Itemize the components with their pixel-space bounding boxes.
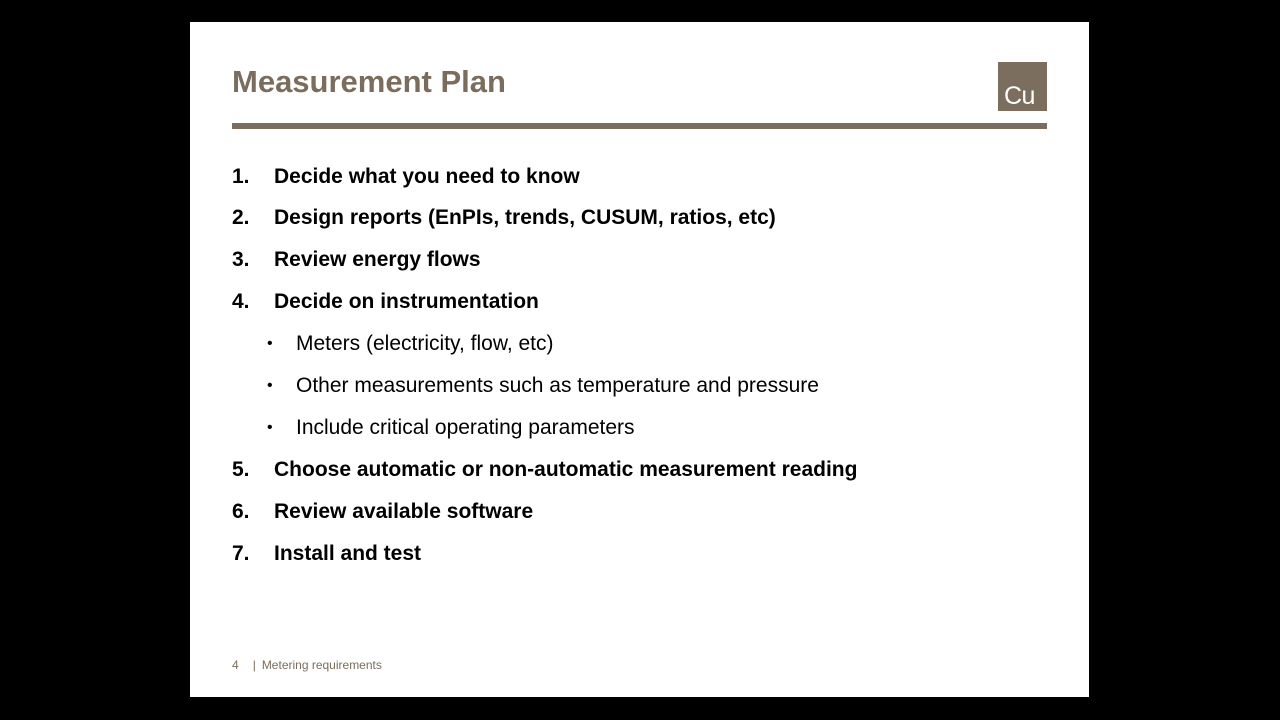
copper-logo	[998, 62, 1047, 111]
item-text: Review available software	[274, 500, 534, 523]
item-number: 7.	[232, 542, 250, 565]
slide-title: Measurement Plan	[232, 64, 506, 99]
item-text: Design reports (EnPIs, trends, CUSUM, ratios, etc)	[274, 206, 776, 229]
slide-footer	[232, 658, 382, 672]
sub-item-text: Include critical operating parameters	[296, 416, 635, 439]
bullet-icon: •	[267, 377, 273, 394]
page-number: 4	[232, 658, 239, 672]
bullet-icon: •	[267, 335, 273, 352]
item-number: 3.	[232, 248, 250, 271]
item-number: 6.	[232, 500, 250, 523]
item-text: Review energy flows	[274, 248, 481, 271]
item-number: 4.	[232, 290, 250, 313]
footer-separator: |	[252, 658, 256, 672]
item-number: 2.	[232, 206, 250, 229]
item-text: Choose automatic or non-automatic measurement reading	[274, 458, 858, 481]
item-text: Decide what you need to know	[274, 165, 580, 188]
item-number: 1.	[232, 165, 250, 188]
bullet-icon: •	[267, 419, 273, 436]
sub-item-text: Meters (electricity, flow, etc)	[296, 332, 554, 355]
item-text: Decide on instrumentation	[274, 290, 539, 313]
footer-section: Metering requirements	[261, 658, 382, 672]
item-number: 5.	[232, 458, 250, 481]
item-text: Install and test	[274, 542, 422, 565]
logo-text: Cu	[1004, 82, 1035, 110]
title-divider	[232, 123, 1047, 129]
slide	[190, 22, 1089, 697]
sub-item-text: Other measurements such as temperature and pressure	[296, 374, 819, 397]
